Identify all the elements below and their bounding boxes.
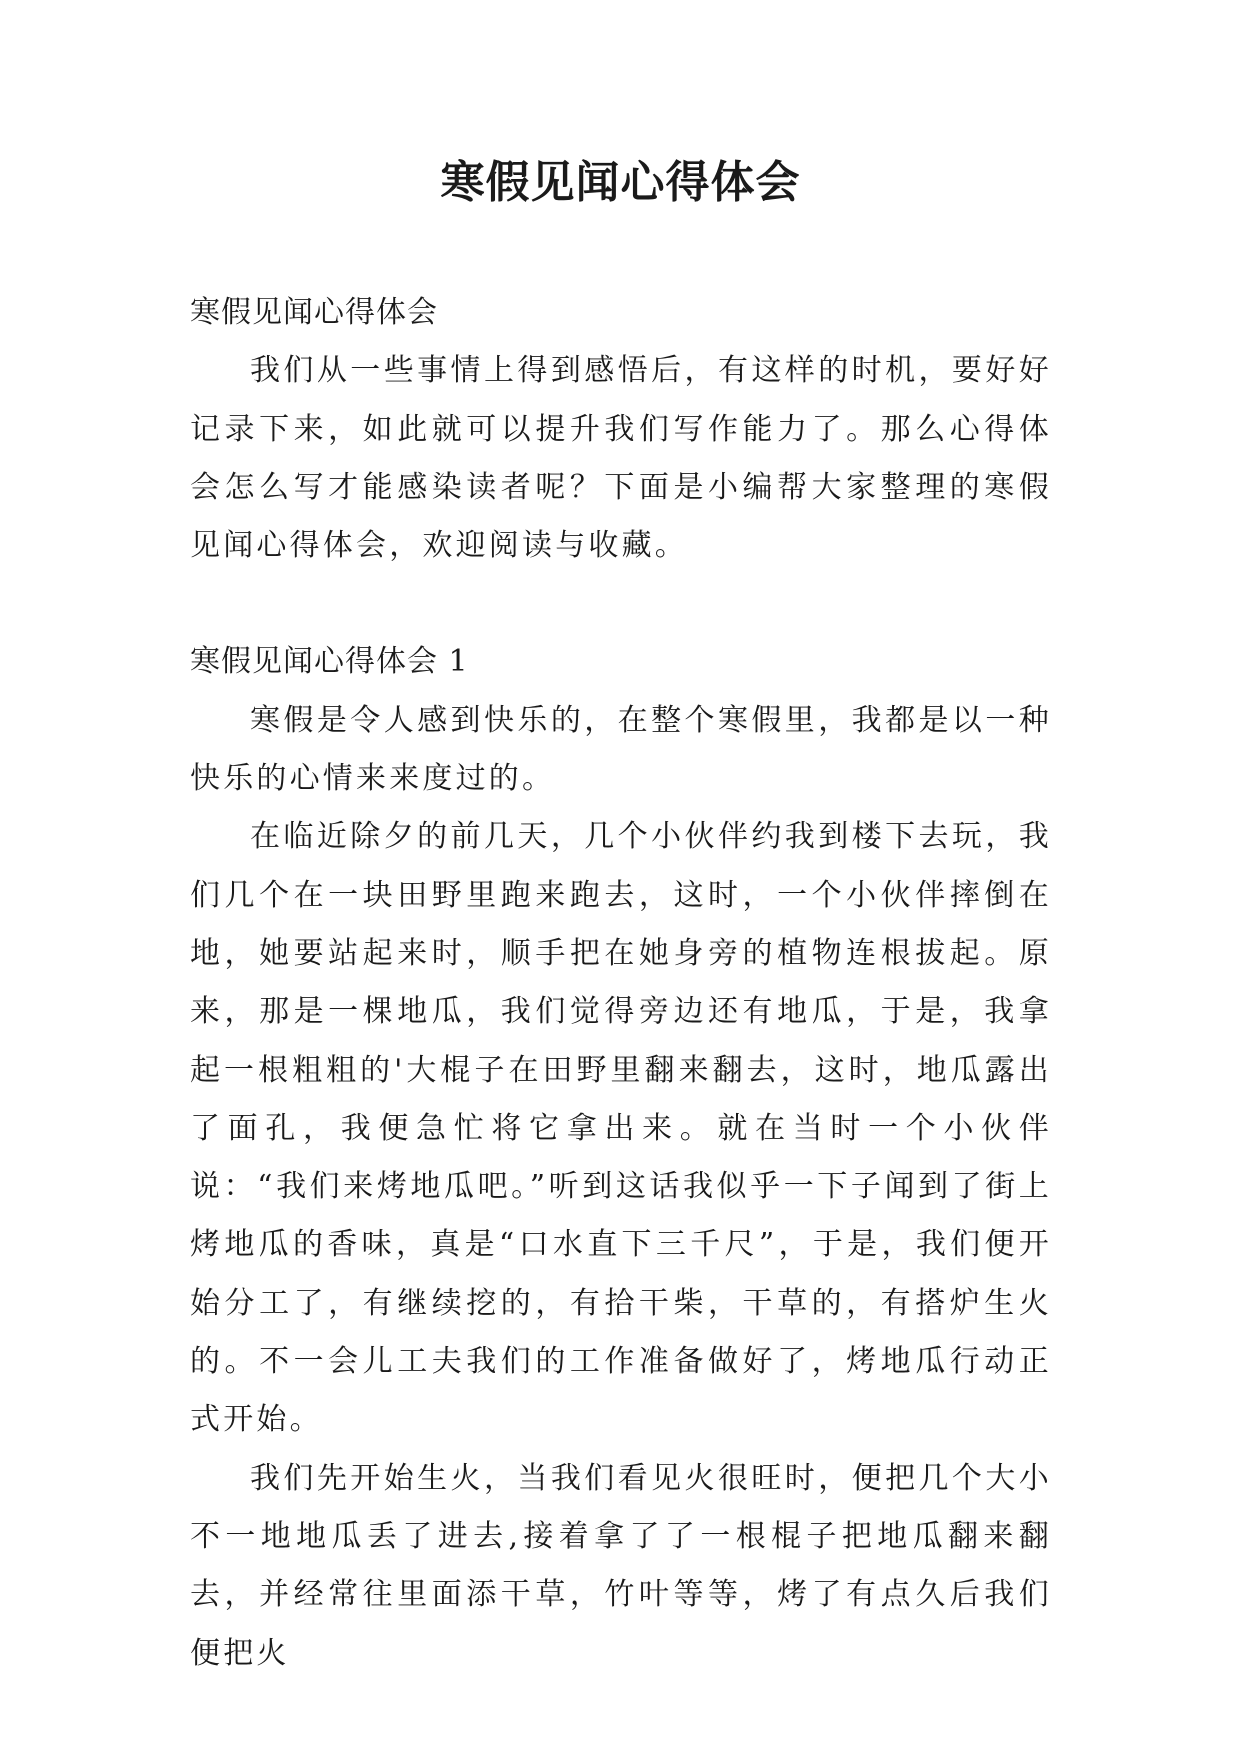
section-1-paragraph-2: 在临近除夕的前几天，几个小伙伴约我到楼下去玩，我们几个在一块田野里跑来跑去，这时，一个小伙伴摔倒在地，她要站起来时，顺手把在她身旁的植物连根拔起。原来，那是一棵地瓜，我们觉得旁边还有地瓜，于是，我拿起一根粗粗的'大棍子在田野里翻来翻去，这时，地瓜露出了面孔，我便急忙将它拿出来。就在当时一个小伙伴说：“我们来烤地瓜吧。”听到这话我似乎一下子闻到了街上烤地瓜的香味，真是“口水直下三千尺”，于是，我们便开始分工了，有继续挖的，有拾干柴，干草的，有搭炉生火的。不一会儿工夫我们的工作准备做好了，烤地瓜行动正式开始。 bbox=[190, 819, 1052, 1438]
paragraph-gap bbox=[190, 575, 1052, 633]
section-1-paragraph-1: 寒假是令人感到快乐的，在整个寒假里，我都是以一种快乐的心情来来度过的。 bbox=[190, 702, 1052, 797]
document-body bbox=[190, 284, 1052, 1683]
intro-paragraph: 我们从一些事情上得到感悟后，有这样的时机，要好好记录下来，如此就可以提升我们写作能力了。那么心得体会怎么写才能感染读者呢？下面是小编帮大家整理的寒假见闻心得体会，欢迎阅读与收藏。 bbox=[190, 353, 1052, 564]
section-1-paragraph-3: 我们先开始生火，当我们看见火很旺时，便把几个大小不一地地瓜丢了进去,接着拿了了一根棍子把地瓜翻来翻去，并经常往里面添干草，竹叶等等，烤了有点久后我们便把火 bbox=[190, 1460, 1052, 1671]
section-1-heading: 寒假见闻心得体会 1 bbox=[190, 644, 469, 680]
intro-heading: 寒假见闻心得体会 bbox=[190, 295, 438, 330]
document-title: 寒假见闻心得体会 bbox=[440, 157, 801, 208]
